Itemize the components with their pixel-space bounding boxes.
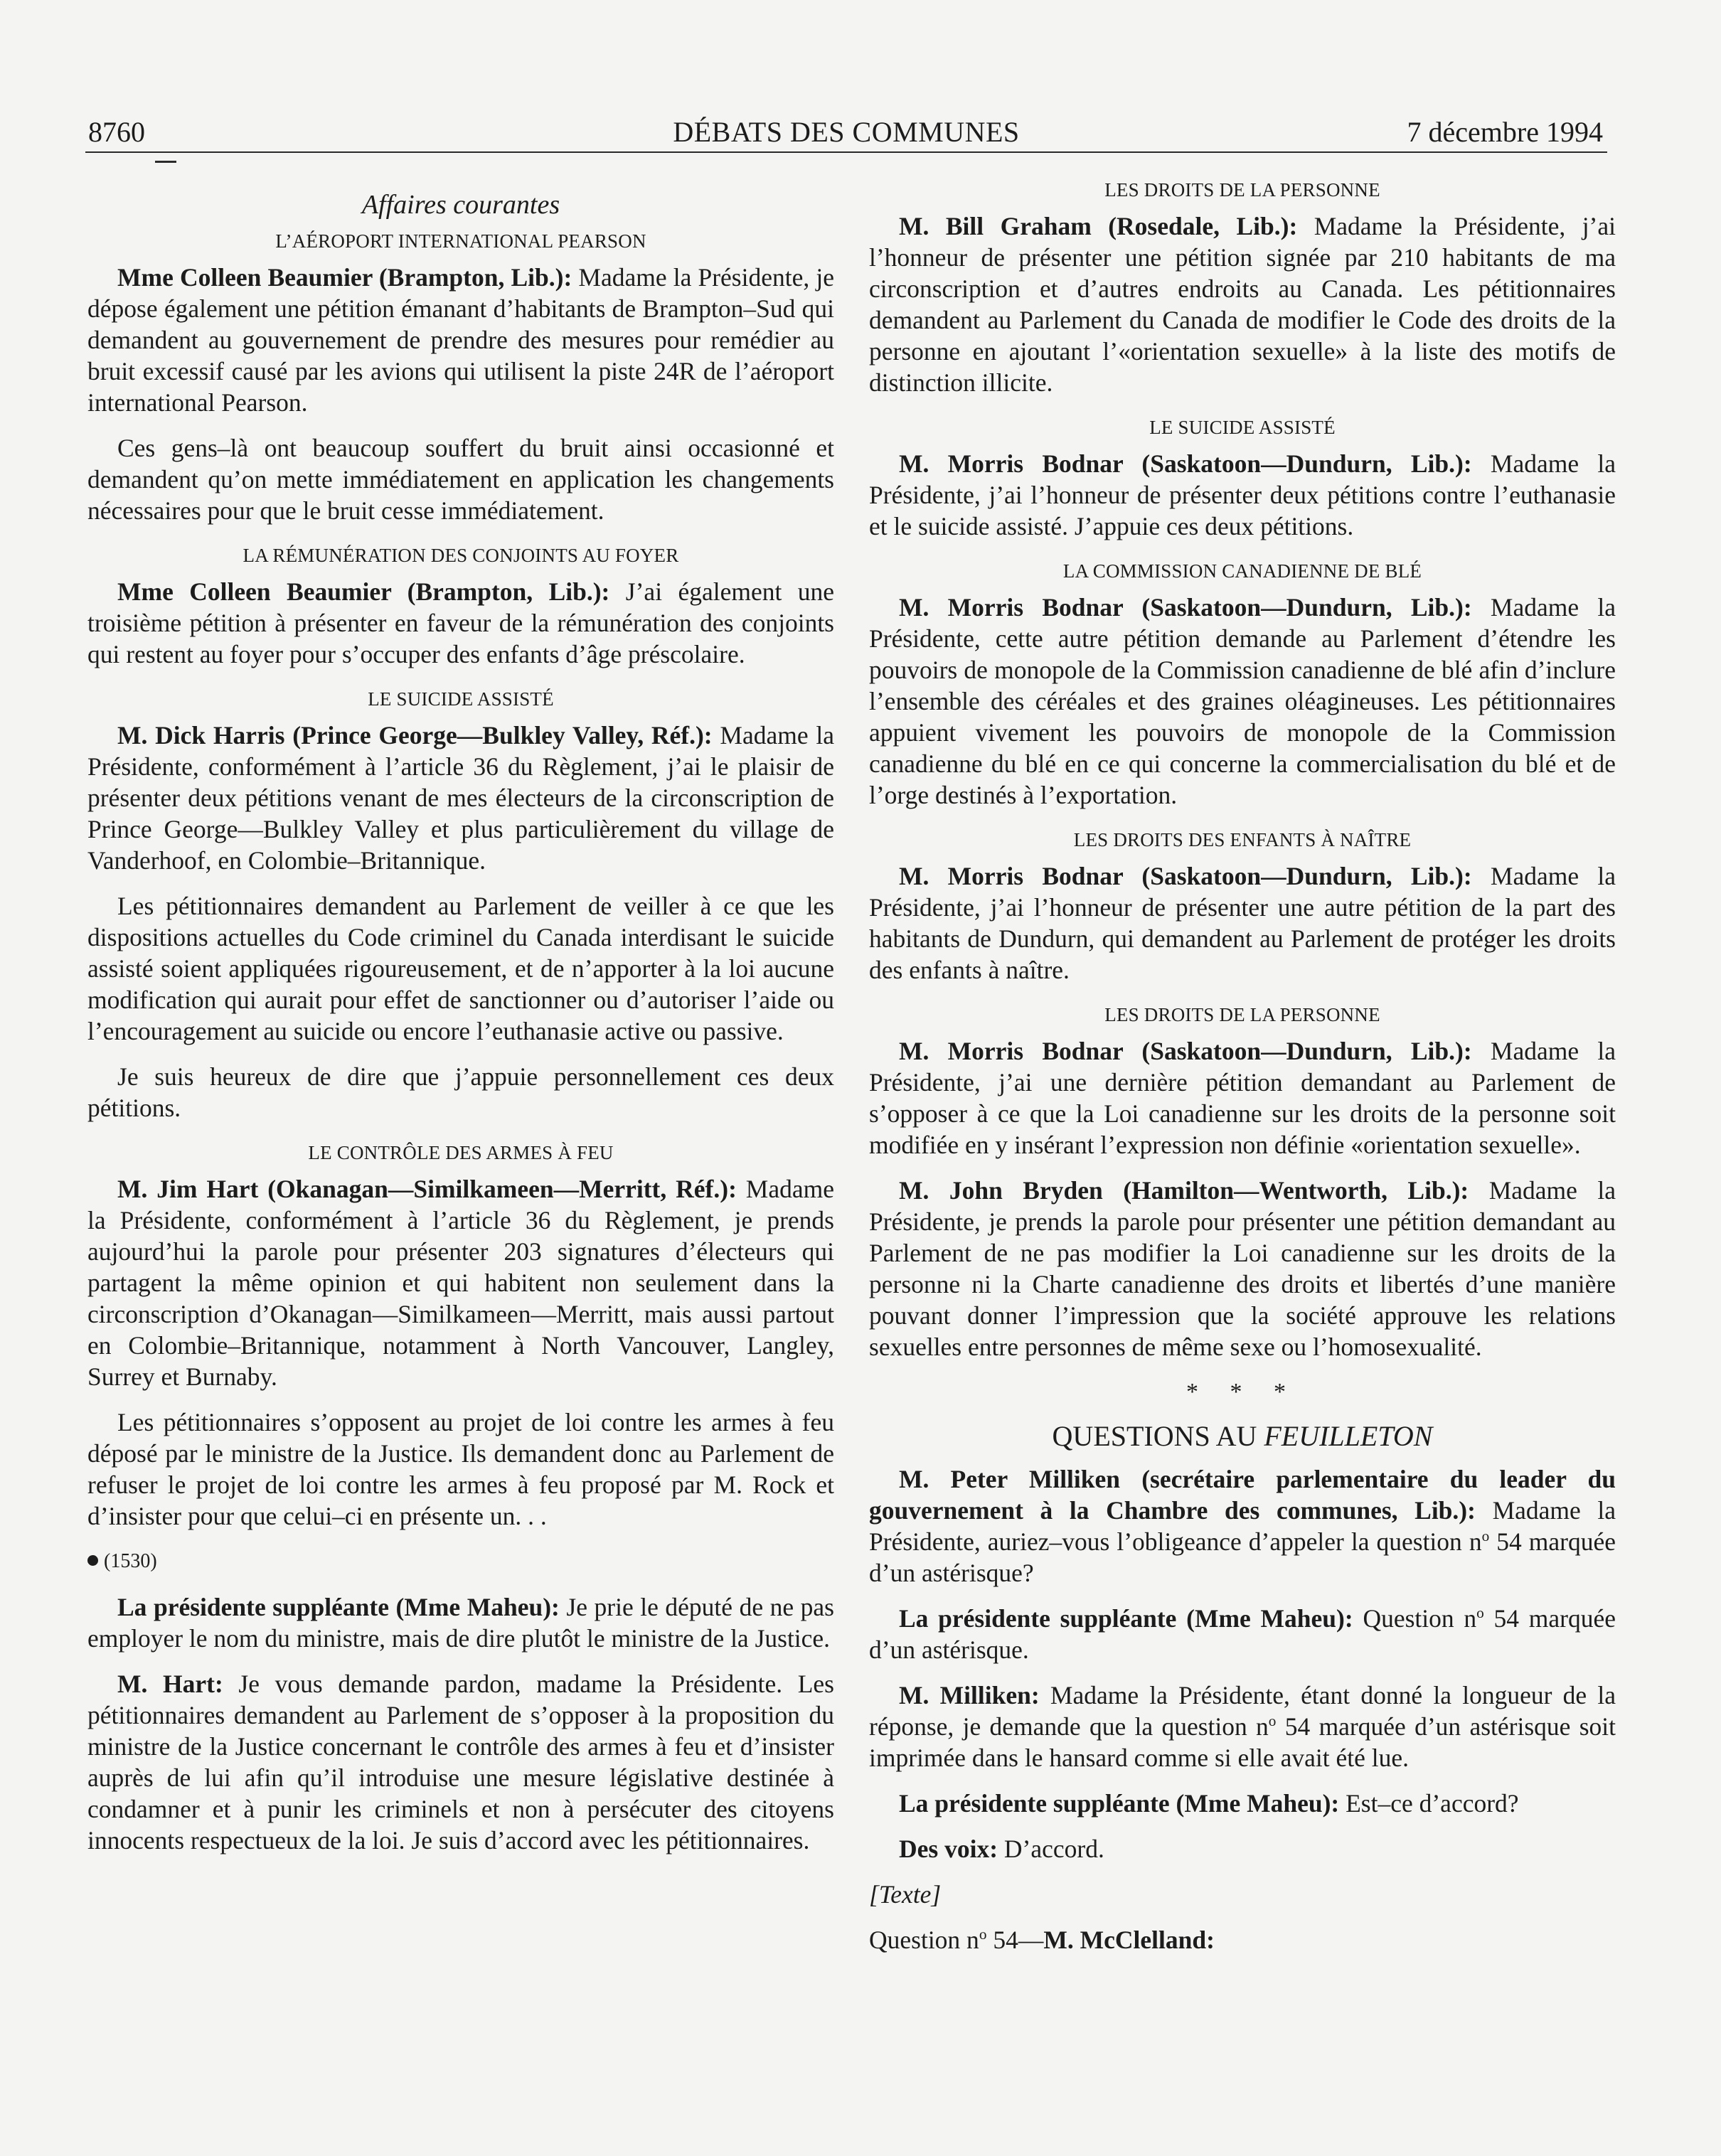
speaker-name: Mme Colleen Beaumier (Brampton, Lib.):: [117, 263, 572, 292]
rubric-heading: L’AÉROPORT INTERNATIONAL PEARSON: [275, 230, 646, 252]
question-number: 54—: [986, 1926, 1044, 1954]
speaker-name: M. Morris Bodnar (Saskatoon—Dundurn, Lib.):: [899, 449, 1472, 478]
paragraph: Les pétitionnaires s’opposent au projet de loi contre les armes à feu déposé par le ministre de la Justice. Ils demandent donc au Parlement de refuser le projet de loi contre les armes à feu proposé par M. Rock et d’insister pour que celui–ci en présente un. . .: [87, 1408, 834, 1530]
speaker-name: M. Dick Harris (Prince George—Bulkley Valley, Réf.):: [117, 721, 713, 749]
speech-text: Je prie le député de ne pas employer le nom du ministre, mais de dire plutôt le ministre de la Justice.: [87, 1593, 834, 1653]
speech-text: Madame la Présidente, cette autre pétition demande au Parlement d’étendre les pouvoirs de monopole de la Commission canadienne de blé afin d’inclure l’ensemble des céréales et des graines oléagineuses. Les pétitionnaires appuient vivement les pouvoirs de monopole de la Commission canadienne du blé en ce qui concerne la commercialisation du blé et de l’orge destinés à l’exportation.: [869, 593, 1616, 809]
right-column: [869, 178, 1616, 1970]
speech-text: D’accord.: [998, 1835, 1104, 1863]
speech-text: Madame la Présidente, conformément à l’article 36 du Règlement, j’ai le plaisir de présenter deux pétitions venant de mes électeurs de la circonscription de Prince George—Bulkley Valley et plus particulièrement du village de Vanderhoof, en Colombie–Britannique.: [87, 721, 834, 875]
speech-text: Madame la Présidente, conformément à l’article 36 du Règlement, je prends aujourd’hui la parole pour présenter 203 signatures d’électeurs qui partagent la même opinion et qui habitent non seulement dans la circonscription d’Okanagan—Similkameen—Merritt, mais aussi partout en Colombie–Britannique, notamment à North Vancouver, Langley, Surrey et Burnaby.: [87, 1175, 835, 1391]
paragraph: [869, 448, 1616, 542]
section-separator: * * *: [1186, 1379, 1299, 1405]
questions-heading-italic: FEUILLETON: [1264, 1420, 1433, 1452]
paragraph: [869, 592, 1616, 811]
speech-text: Madame la Présidente, je prends la parole pour présenter une pétition demandant au Parlement de ne pas modifier la Loi canadienne sur les droits de la personne ni la Charte canadienne des droits et libertés d’une manière pouvant donner l’impression que la société approuve les relations sexuelles entre personnes de même sexe ou l’homosexualité.: [869, 1176, 1616, 1361]
paragraph: Ces gens–là ont beaucoup souffert du bruit ainsi occasionné et demandent qu’on mette immédiatement en application les changements nécessaires pour que le bruit cesse immédiatement.: [87, 434, 834, 525]
speaker-name: M. Bill Graham (Rosedale, Lib.):: [899, 212, 1298, 240]
rubric-heading: LES DROITS DE LA PERSONNE: [1104, 179, 1380, 201]
speaker-name: M. John Bryden (Hamilton—Wentworth, Lib.):: [899, 1176, 1469, 1205]
texte-marker: [Texte]: [869, 1880, 942, 1909]
speaker-name: M. McClelland:: [1043, 1926, 1215, 1954]
bullet-icon: [87, 1555, 98, 1566]
speech-text: Madame la Présidente, étant donné la longueur de la réponse, je demande que la question n: [869, 1681, 1616, 1741]
speech-text: Madame la Présidente, j’ai l’honneur de présenter deux pétitions contre l’euthanasie et le suicide assisté. J’appuie ces deux pétitions.: [869, 449, 1616, 540]
paragraph: [869, 1680, 1616, 1773]
rubric-heading: LES DROITS DES ENFANTS À NAÎTRE: [1073, 829, 1412, 850]
superscript-o: o: [979, 1926, 987, 1943]
rubric-heading: LE CONTRÔLE DES ARMES À FEU: [308, 1142, 614, 1163]
paragraph: [869, 1788, 1616, 1819]
rubric-heading: LE SUICIDE ASSISTÉ: [368, 688, 554, 710]
paragraph: [87, 1668, 834, 1856]
speech-text: Madame la Présidente, j’ai l’honneur de présenter une pétition signée par 210 habitants de ma circonscription et d’autres endroits au Canada. Les pétitionnaires demandent au Parlement du Canada de modifier le Code des droits de la personne en ajoutant l’«orientation sexuelle» à la liste des motifs de distinction illicite.: [869, 212, 1616, 397]
speech-text: 54 marquée d’un astérisque?: [869, 1527, 1616, 1587]
speaker-name: Des voix:: [899, 1835, 998, 1863]
section-title: Affaires courantes: [361, 190, 560, 220]
paragraph: [87, 1173, 834, 1392]
paragraph: [869, 1924, 1616, 1955]
speaker-name: M. Milliken:: [899, 1681, 1040, 1709]
time-stamp: [87, 1546, 834, 1577]
speaker-name: La présidente suppléante (Mme Maheu):: [899, 1789, 1340, 1818]
time-stamp-text: (1530): [104, 1550, 157, 1572]
speech-text: 54 marquée d’un astérisque soit imprimée dans le hansard comme si elle avait été lue.: [869, 1712, 1616, 1772]
paragraph: [869, 860, 1616, 986]
paragraph: [869, 1175, 1616, 1362]
paragraph: [869, 1833, 1616, 1864]
rubric-heading: LA RÉMUNÉRATION DES CONJOINTS AU FOYER: [243, 545, 679, 566]
speech-text: Est–ce d’accord?: [1339, 1789, 1519, 1818]
rubric-heading: LA COMMISSION CANADIENNE DE BLÉ: [1062, 560, 1422, 582]
page-header: [85, 112, 1607, 155]
speech-text: 54 marquée d’un astérisque.: [869, 1604, 1616, 1664]
paragraph: Les pétitionnaires demandent au Parlement de veiller à ce que les dispositions actuelles du Code criminel du Canada interdisant le suicide assisté soient appliquées rigoureusement, et de n’apporter à la loi aucune modification qui aurait pour effet de sanctionner ou d’autoriser l’aide ou l’encouragement au suicide ou encore l’euthanasie active ou passive.: [87, 892, 834, 1045]
speech-text: Madame la Présidente, j’ai l’honneur de présenter une autre pétition de la part des habitants de Dundurn, qui demandent au Parlement de protéger les droits des enfants à naître.: [869, 862, 1616, 984]
superscript-o: o: [1476, 1604, 1484, 1622]
speaker-name: Mme Colleen Beaumier (Brampton, Lib.):: [117, 577, 610, 606]
header-rule: [85, 151, 1607, 153]
questions-heading-text: QUESTIONS AU: [1052, 1420, 1264, 1452]
margin-mark: [155, 161, 176, 163]
speaker-name: M. Morris Bodnar (Saskatoon—Dundurn, Lib.):: [899, 862, 1472, 890]
paragraph: [869, 1603, 1616, 1665]
speech-text: Question n: [1353, 1604, 1477, 1633]
paragraph: [87, 576, 834, 670]
speaker-name: La présidente suppléante (Mme Maheu):: [899, 1604, 1353, 1633]
left-column: [87, 178, 834, 1870]
speaker-name: M. Hart:: [117, 1670, 223, 1698]
speaker-name: M. Peter Milliken (secrétaire parlementaire du leader du gouvernement à la Chambre des communes, Lib.):: [869, 1465, 1616, 1525]
superscript-o: o: [1481, 1527, 1490, 1545]
running-title: DÉBATS DES COMMUNES: [673, 116, 1020, 148]
speech-text: J’ai également une troisième pétition à présenter en faveur de la rémunération des conjoints qui restent au foyer pour s’occuper des enfants d’âge préscolaire.: [87, 577, 834, 668]
speech-text: Madame la Présidente, je dépose également une pétition émanant d’habitants de Brampton–Sud qui demandent au gouvernement de prendre des mesures pour remédier au bruit excessif causé par les avions qui utilisent la piste 24R de l’aéroport international Pearson.: [87, 263, 834, 417]
speaker-name: M. Jim Hart (Okanagan—Similkameen—Merritt, Réf.):: [117, 1175, 737, 1203]
question-label: Question n: [869, 1926, 979, 1954]
speaker-name: La présidente suppléante (Mme Maheu):: [117, 1593, 560, 1621]
speech-text: Madame la Présidente, j’ai une dernière pétition demandant au Parlement de s’opposer à ce que la Loi canadienne sur les droits de la personne soit modifiée en y insérant l’expression non définie «orientation sexuelle».: [869, 1037, 1616, 1159]
paragraph: [869, 210, 1616, 398]
page-number: 8760: [88, 116, 145, 148]
paragraph: [87, 262, 834, 418]
speaker-name: M. Morris Bodnar (Saskatoon—Dundurn, Lib.):: [899, 1037, 1472, 1065]
superscript-o: o: [1268, 1712, 1277, 1730]
rubric-heading: LE SUICIDE ASSISTÉ: [1149, 417, 1336, 438]
questions-heading: [869, 1419, 1616, 1453]
paragraph: [87, 1591, 834, 1654]
speech-text: Je vous demande pardon, madame la Présidente. Les pétitionnaires demandent au Parlement de s’opposer à la proposition du ministre de la Justice concernant le contrôle des armes à feu et d’insister auprès de lui afin qu’il introduise une mesure législative destinée à condamner et à punir les criminels et non à persécuter des citoyens innocents respectueux de la loi. Je suis d’accord avec les pétitionnaires.: [87, 1670, 834, 1855]
rubric-heading: LES DROITS DE LA PERSONNE: [1104, 1004, 1380, 1025]
paragraph: Je suis heureux de dire que j’appuie personnellement ces deux pétitions.: [87, 1062, 834, 1122]
speaker-name: M. Morris Bodnar (Saskatoon—Dundurn, Lib.):: [899, 593, 1472, 621]
speech-text: Madame la Présidente, auriez–vous l’obligeance d’appeler la question n: [869, 1496, 1616, 1556]
paragraph: [87, 720, 834, 876]
paragraph: [869, 1463, 1616, 1589]
page-date: 7 décembre 1994: [1407, 116, 1603, 148]
paragraph: [869, 1035, 1616, 1160]
